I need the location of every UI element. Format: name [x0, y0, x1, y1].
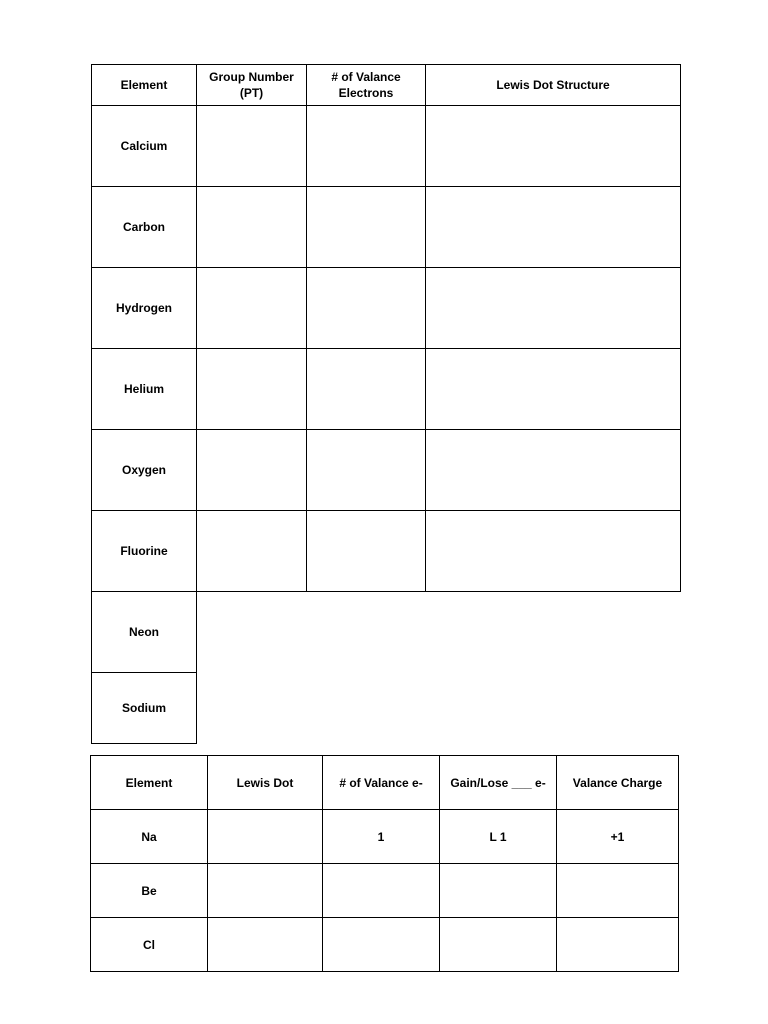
header-valence-e: # of Valance e- [323, 756, 440, 810]
table-row [92, 187, 681, 268]
valence-electrons-cell[interactable] [307, 106, 426, 187]
valence-electrons-cell[interactable] [307, 268, 426, 349]
header-group-number [197, 65, 307, 106]
header-valence-electrons [307, 65, 426, 106]
lewis-dot-cell[interactable] [208, 918, 323, 972]
table-header-row [92, 65, 681, 106]
element-symbol: Be [91, 864, 208, 918]
lewis-structure-cell[interactable] [426, 268, 681, 349]
table-row [92, 106, 681, 187]
header-valence-charge: Valance Charge [557, 756, 679, 810]
header-group-line2: (PT) [239, 86, 264, 100]
header-lewis-dot-structure: Lewis Dot Structure [426, 65, 681, 106]
header-group-line1: Group Number [209, 70, 294, 84]
element-name: Carbon [92, 187, 197, 268]
valence-electrons-cell[interactable] [307, 187, 426, 268]
element-table [91, 64, 681, 744]
element-name: Calcium [92, 106, 197, 187]
table-row [91, 864, 679, 918]
table-row [92, 430, 681, 511]
table-row [92, 673, 681, 744]
valence-electrons-cell[interactable] [307, 349, 426, 430]
group-number-cell[interactable] [197, 106, 307, 187]
header-valence-line1: # of Valance [331, 70, 401, 84]
table-row [92, 592, 681, 673]
element-name: Sodium [92, 673, 197, 744]
table-header-row [91, 756, 679, 810]
lewis-structure-cell[interactable] [426, 430, 681, 511]
header-element: Element [92, 65, 197, 106]
lewis-structure-cell[interactable] [426, 187, 681, 268]
valence-electrons-cell[interactable] [307, 430, 426, 511]
header-valence-line2: Electrons [338, 86, 394, 100]
header-gain-lose: Gain/Lose ___ e- [440, 756, 557, 810]
valence-e-cell[interactable]: 1 [323, 810, 440, 864]
lewis-dot-cell[interactable] [208, 810, 323, 864]
table-row [92, 268, 681, 349]
element-name: Oxygen [92, 430, 197, 511]
lewis-structure-cell[interactable] [426, 106, 681, 187]
header-element: Element [91, 756, 208, 810]
element-name: Neon [92, 592, 197, 673]
gain-lose-cell[interactable]: L 1 [440, 810, 557, 864]
table-row [92, 349, 681, 430]
element-name: Helium [92, 349, 197, 430]
table-row [92, 511, 681, 592]
valence-charge-cell[interactable]: +1 [557, 810, 679, 864]
lewis-structure-cell[interactable] [426, 511, 681, 592]
group-number-cell[interactable] [197, 268, 307, 349]
valence-charge-cell[interactable] [557, 864, 679, 918]
element-symbol: Cl [91, 918, 208, 972]
table-row [91, 810, 679, 864]
gain-lose-cell[interactable] [440, 918, 557, 972]
valence-e-cell[interactable] [323, 864, 440, 918]
table-row [91, 918, 679, 972]
valence-charge-cell[interactable] [557, 918, 679, 972]
group-number-cell[interactable] [197, 187, 307, 268]
header-lewis-dot: Lewis Dot [208, 756, 323, 810]
lewis-structure-cell[interactable] [426, 349, 681, 430]
element-symbol: Na [91, 810, 208, 864]
element-name: Fluorine [92, 511, 197, 592]
group-number-cell[interactable] [197, 511, 307, 592]
valence-e-cell[interactable] [323, 918, 440, 972]
valence-electrons-cell[interactable] [307, 511, 426, 592]
gain-lose-cell[interactable] [440, 864, 557, 918]
lewis-dot-cell[interactable] [208, 864, 323, 918]
group-number-cell[interactable] [197, 349, 307, 430]
group-number-cell[interactable] [197, 430, 307, 511]
valence-charge-table [90, 755, 679, 972]
element-name: Hydrogen [92, 268, 197, 349]
